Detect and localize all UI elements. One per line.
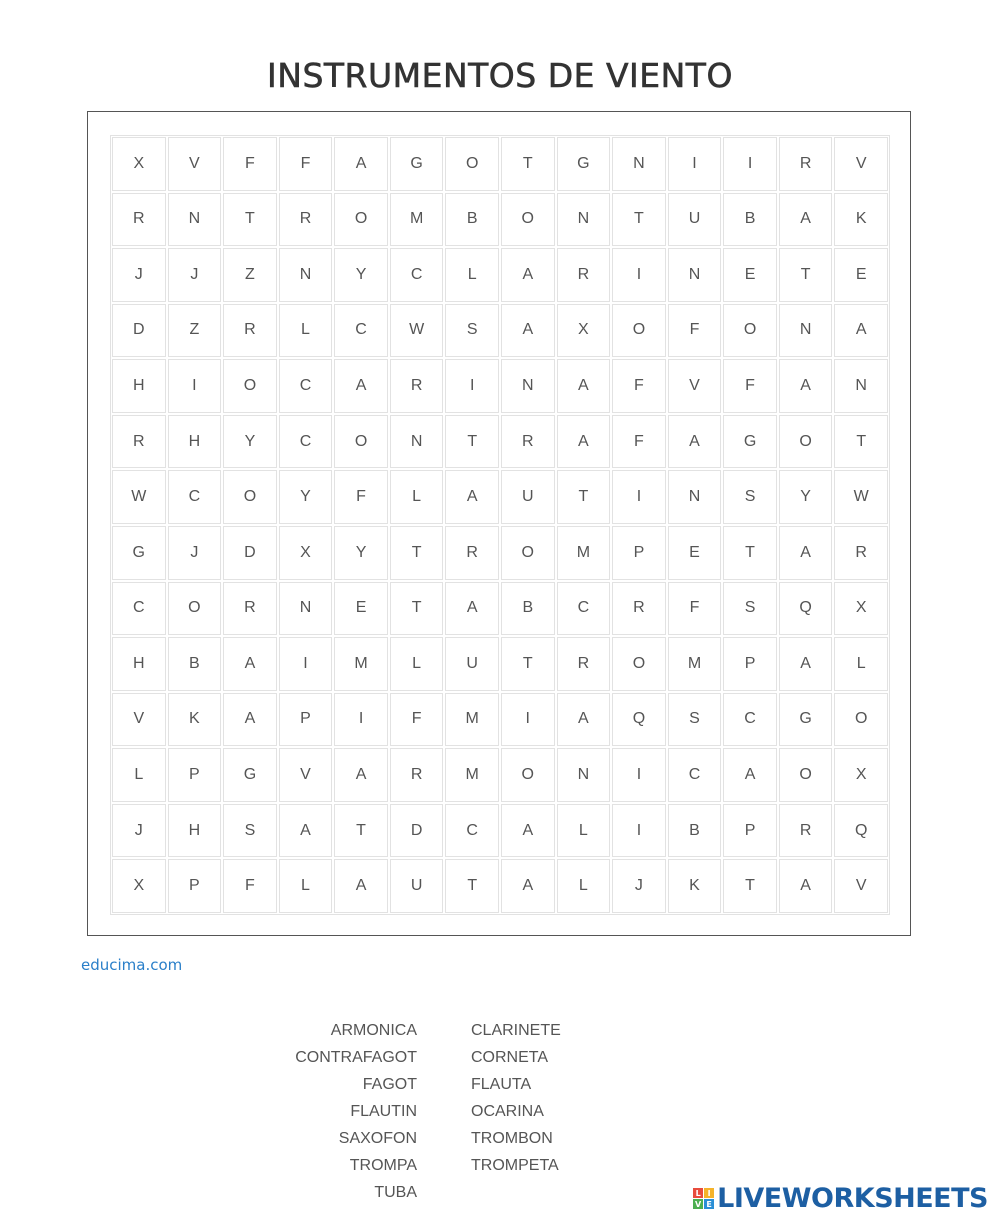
grid-cell[interactable]: R (390, 359, 444, 413)
grid-cell[interactable]: O (612, 637, 666, 691)
grid-cell[interactable]: G (390, 137, 444, 191)
grid-cell[interactable]: J (112, 804, 166, 858)
grid-cell[interactable]: M (557, 526, 611, 580)
word-list-item: CLARINETE (471, 1022, 561, 1039)
word-list-item: FLAUTA (471, 1076, 532, 1093)
word-list-item: TROMPETA (471, 1157, 559, 1174)
grid-cell[interactable]: F (279, 137, 333, 191)
grid-cell[interactable]: R (779, 804, 833, 858)
grid-cell[interactable]: O (168, 582, 222, 636)
grid-cell[interactable]: V (834, 137, 888, 191)
grid-cell[interactable]: F (668, 582, 722, 636)
grid-cell[interactable]: E (723, 248, 777, 302)
grid-cell[interactable]: P (723, 637, 777, 691)
grid-cell[interactable]: V (112, 693, 166, 747)
grid-cell[interactable]: I (445, 359, 499, 413)
page-title: INSTRUMENTOS DE VIENTO (267, 56, 733, 95)
grid-cell[interactable]: C (279, 415, 333, 469)
grid-cell[interactable]: O (501, 526, 555, 580)
grid-cell[interactable]: L (445, 248, 499, 302)
grid-cell[interactable]: A (834, 304, 888, 358)
grid-cell[interactable]: P (279, 693, 333, 747)
grid-cell[interactable]: T (445, 859, 499, 913)
grid-cell[interactable]: R (779, 137, 833, 191)
grid-cell[interactable]: O (445, 137, 499, 191)
grid-cell[interactable]: Q (779, 582, 833, 636)
grid-cell[interactable]: B (445, 193, 499, 247)
grid-cell[interactable]: F (223, 859, 277, 913)
grid-cell[interactable]: G (223, 748, 277, 802)
grid-cell[interactable]: R (612, 582, 666, 636)
grid-cell[interactable]: N (501, 359, 555, 413)
grid-cell[interactable]: W (390, 304, 444, 358)
word-list-item: ARMONICA (330, 1022, 417, 1039)
grid-cell[interactable]: T (390, 582, 444, 636)
grid-cell[interactable]: M (334, 637, 388, 691)
grid-cell[interactable]: A (668, 415, 722, 469)
word-search-grid (110, 135, 890, 915)
grid-cell[interactable]: T (334, 804, 388, 858)
word-list-item: TROMBON (471, 1130, 553, 1147)
grid-cell[interactable]: C (445, 804, 499, 858)
grid-cell[interactable]: L (279, 304, 333, 358)
grid-cell[interactable]: Y (334, 248, 388, 302)
grid-cell[interactable]: C (168, 470, 222, 524)
grid-cell[interactable]: S (223, 804, 277, 858)
grid-cell[interactable]: X (112, 859, 166, 913)
grid-cell[interactable]: R (501, 415, 555, 469)
grid-cell[interactable]: A (501, 248, 555, 302)
grid-cell[interactable]: R (445, 526, 499, 580)
grid-cell[interactable]: G (557, 137, 611, 191)
grid-cell[interactable]: P (612, 526, 666, 580)
grid-cell[interactable]: A (723, 748, 777, 802)
grid-cell[interactable]: A (501, 304, 555, 358)
grid-cell[interactable]: A (501, 804, 555, 858)
grid-cell[interactable]: J (168, 526, 222, 580)
grid-cell[interactable]: O (223, 470, 277, 524)
grid-cell[interactable]: K (168, 693, 222, 747)
grid-cell[interactable]: A (557, 415, 611, 469)
grid-cell[interactable]: H (168, 804, 222, 858)
grid-cell[interactable]: M (390, 193, 444, 247)
grid-cell[interactable]: A (779, 637, 833, 691)
grid-cell[interactable]: D (390, 804, 444, 858)
grid-cell[interactable]: O (834, 693, 888, 747)
grid-cell[interactable]: Z (168, 304, 222, 358)
grid-cell[interactable]: A (557, 693, 611, 747)
grid-cell[interactable]: E (668, 526, 722, 580)
grid-cell[interactable]: I (279, 637, 333, 691)
grid-cell[interactable]: L (279, 859, 333, 913)
logo-tile: E (704, 1199, 714, 1209)
grid-cell[interactable]: O (723, 304, 777, 358)
grid-cell[interactable]: M (445, 748, 499, 802)
grid-cell[interactable]: I (612, 748, 666, 802)
grid-cell[interactable]: S (445, 304, 499, 358)
grid-cell[interactable]: R (223, 304, 277, 358)
grid-cell[interactable]: N (779, 304, 833, 358)
grid-cell[interactable]: L (834, 637, 888, 691)
grid-cell[interactable]: C (112, 582, 166, 636)
grid-cell[interactable]: Z (223, 248, 277, 302)
word-list-item: TUBA (374, 1184, 417, 1201)
grid-cell[interactable]: R (557, 637, 611, 691)
grid-cell[interactable]: L (557, 859, 611, 913)
grid-cell[interactable]: T (723, 859, 777, 913)
grid-cell[interactable]: T (223, 193, 277, 247)
grid-cell[interactable]: N (279, 582, 333, 636)
grid-cell[interactable]: A (779, 526, 833, 580)
grid-cell[interactable]: O (501, 193, 555, 247)
grid-cell[interactable]: F (723, 359, 777, 413)
grid-cell[interactable]: O (223, 359, 277, 413)
grid-cell[interactable]: M (668, 637, 722, 691)
grid-cell[interactable]: F (612, 415, 666, 469)
grid-cell[interactable]: T (557, 470, 611, 524)
word-list-item: SAXOFON (338, 1130, 417, 1147)
grid-cell[interactable]: X (834, 748, 888, 802)
grid-cell[interactable]: X (112, 137, 166, 191)
grid-cell[interactable]: J (112, 248, 166, 302)
grid-cell[interactable]: L (390, 637, 444, 691)
grid-cell[interactable]: R (223, 582, 277, 636)
grid-cell[interactable]: C (557, 582, 611, 636)
grid-cell[interactable]: A (445, 582, 499, 636)
grid-cell[interactable]: S (668, 693, 722, 747)
grid-cell[interactable]: E (334, 582, 388, 636)
grid-cell[interactable]: Y (334, 526, 388, 580)
word-list-left (295, 1017, 417, 1206)
grid-cell[interactable]: H (168, 415, 222, 469)
word-list-item: CORNETA (471, 1049, 549, 1066)
grid-cell[interactable]: U (668, 193, 722, 247)
grid-cell[interactable]: D (223, 526, 277, 580)
word-list-item: FLAUTIN (350, 1103, 417, 1120)
grid-cell[interactable]: N (557, 193, 611, 247)
grid-cell[interactable]: P (168, 859, 222, 913)
grid-cell[interactable]: U (501, 470, 555, 524)
grid-cell[interactable]: F (668, 304, 722, 358)
grid-cell[interactable]: V (279, 748, 333, 802)
grid-cell[interactable]: O (334, 415, 388, 469)
grid-cell[interactable]: C (390, 248, 444, 302)
grid-cell[interactable]: B (668, 804, 722, 858)
grid-cell[interactable]: N (168, 193, 222, 247)
grid-cell[interactable]: I (612, 470, 666, 524)
grid-cell[interactable]: W (112, 470, 166, 524)
grid-cell[interactable]: A (557, 359, 611, 413)
word-list-item: OCARINA (471, 1103, 544, 1120)
liveworksheets-logo-icon (693, 1188, 714, 1209)
grid-cell[interactable]: X (279, 526, 333, 580)
grid-cell[interactable]: F (612, 359, 666, 413)
grid-cell[interactable]: Y (279, 470, 333, 524)
grid-cell[interactable]: J (612, 859, 666, 913)
grid-cell[interactable]: C (279, 359, 333, 413)
grid-cell[interactable]: T (612, 193, 666, 247)
grid-cell[interactable]: H (112, 637, 166, 691)
grid-cell[interactable]: V (168, 137, 222, 191)
logo-tile: I (704, 1188, 714, 1198)
grid-cell[interactable]: M (445, 693, 499, 747)
grid-cell[interactable]: N (279, 248, 333, 302)
grid-cell[interactable]: R (557, 248, 611, 302)
grid-cell[interactable]: N (557, 748, 611, 802)
grid-cell[interactable]: A (334, 859, 388, 913)
grid-cell[interactable]: A (223, 637, 277, 691)
grid-cell[interactable]: T (723, 526, 777, 580)
grid-cell[interactable]: Y (779, 470, 833, 524)
grid-cell[interactable]: A (501, 859, 555, 913)
grid-cell[interactable]: U (445, 637, 499, 691)
grid-cell[interactable]: A (779, 359, 833, 413)
grid-cell[interactable]: B (501, 582, 555, 636)
grid-cell[interactable]: O (779, 748, 833, 802)
grid-cell[interactable]: A (334, 748, 388, 802)
grid-cell[interactable]: U (390, 859, 444, 913)
grid-cell[interactable]: X (557, 304, 611, 358)
grid-cell[interactable]: X (834, 582, 888, 636)
grid-cell[interactable]: B (723, 193, 777, 247)
grid-cell[interactable]: L (557, 804, 611, 858)
grid-cell[interactable]: T (779, 248, 833, 302)
grid-cell[interactable]: C (668, 748, 722, 802)
grid-cell[interactable]: A (445, 470, 499, 524)
grid-cell[interactable]: W (834, 470, 888, 524)
grid-cell[interactable]: N (834, 359, 888, 413)
grid-cell[interactable]: K (834, 193, 888, 247)
grid-cell[interactable]: T (390, 526, 444, 580)
grid-cell[interactable]: I (612, 804, 666, 858)
grid-cell[interactable]: N (390, 415, 444, 469)
grid-cell[interactable]: F (390, 693, 444, 747)
grid-cell[interactable]: V (668, 359, 722, 413)
grid-cell[interactable]: F (334, 470, 388, 524)
grid-cell[interactable]: I (168, 359, 222, 413)
grid-cell[interactable]: K (668, 859, 722, 913)
grid-cell[interactable]: G (723, 415, 777, 469)
grid-cell[interactable]: J (168, 248, 222, 302)
grid-cell[interactable]: R (834, 526, 888, 580)
grid-cell[interactable]: T (501, 637, 555, 691)
grid-cell[interactable]: G (112, 526, 166, 580)
word-list-right (471, 1017, 561, 1179)
grid-cell[interactable]: S (723, 470, 777, 524)
grid-cell[interactable]: N (668, 248, 722, 302)
grid-cell[interactable]: L (390, 470, 444, 524)
grid-cell[interactable]: O (501, 748, 555, 802)
source-link[interactable]: educima.com (81, 956, 183, 974)
liveworksheets-brand (693, 1183, 988, 1214)
grid-cell[interactable]: I (334, 693, 388, 747)
grid-cell[interactable]: P (723, 804, 777, 858)
logo-tile: L (693, 1188, 703, 1198)
logo-tile: V (695, 1199, 702, 1209)
grid-cell[interactable]: V (834, 859, 888, 913)
grid-cell[interactable]: A (334, 359, 388, 413)
grid-cell[interactable]: I (723, 137, 777, 191)
grid-cell[interactable]: Q (834, 804, 888, 858)
grid-cell[interactable]: I (612, 248, 666, 302)
grid-cell[interactable]: H (112, 359, 166, 413)
word-list-item: TROMPA (349, 1157, 417, 1174)
grid-cell[interactable]: D (112, 304, 166, 358)
grid-cell[interactable]: G (779, 693, 833, 747)
grid-cell[interactable]: T (445, 415, 499, 469)
grid-cell[interactable]: A (779, 859, 833, 913)
grid-cell[interactable]: I (668, 137, 722, 191)
grid-cell[interactable]: Y (223, 415, 277, 469)
grid-cell[interactable]: O (779, 415, 833, 469)
brand-text: LIVEWORKSHEETS (717, 1183, 988, 1214)
grid-cell[interactable]: C (723, 693, 777, 747)
grid-cell[interactable]: R (112, 193, 166, 247)
grid-cell[interactable]: L (112, 748, 166, 802)
grid-cell[interactable]: O (612, 304, 666, 358)
grid-cell[interactable]: A (779, 193, 833, 247)
grid-cell[interactable]: E (834, 248, 888, 302)
grid-cell[interactable]: B (168, 637, 222, 691)
grid-cell[interactable]: I (501, 693, 555, 747)
grid-cell[interactable]: R (279, 193, 333, 247)
grid-cell[interactable]: Q (612, 693, 666, 747)
word-list-item: FAGOT (362, 1076, 417, 1093)
grid-cell[interactable]: O (334, 193, 388, 247)
grid-cell[interactable]: S (723, 582, 777, 636)
grid-cell[interactable]: A (223, 693, 277, 747)
grid-cell[interactable]: A (334, 137, 388, 191)
word-list-item: CONTRAFAGOT (295, 1049, 417, 1066)
grid-cell[interactable]: R (112, 415, 166, 469)
grid-cell[interactable]: N (668, 470, 722, 524)
grid-cell[interactable]: P (168, 748, 222, 802)
grid-cell[interactable]: N (612, 137, 666, 191)
grid-cell[interactable]: T (501, 137, 555, 191)
grid-cell[interactable]: C (334, 304, 388, 358)
grid-cell[interactable]: R (390, 748, 444, 802)
grid-cell[interactable]: F (223, 137, 277, 191)
grid-cell[interactable]: A (279, 804, 333, 858)
grid-cell[interactable]: T (834, 415, 888, 469)
